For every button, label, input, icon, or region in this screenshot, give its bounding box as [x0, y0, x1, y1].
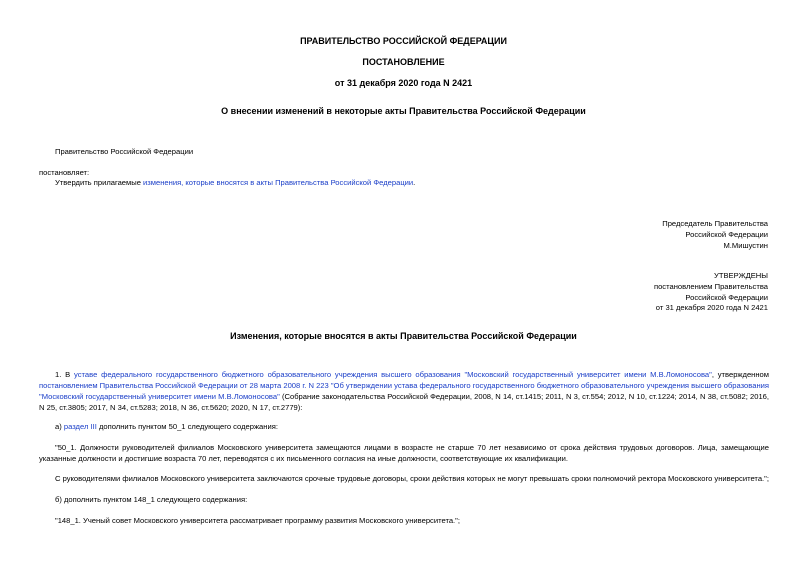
charter-link[interactable]: уставе федерального государственного бюджетного образовательного учреждения высшего образования "Московский государственный университет имени М.В.Ломоносова" — [74, 370, 712, 379]
paragraph-148-1: "148_1. Ученый совет Московского университета рассматривает программу развития Московского университета."; — [55, 516, 460, 525]
document-title: О внесении изменений в некоторые акты Правительства Российской Федерации — [221, 106, 586, 116]
approved-line-3: Российской Федерации — [685, 293, 768, 302]
preamble-prefix: Утвердить прилагаемые — [55, 178, 144, 187]
changes-link[interactable]: изменения, которые вносятся в акты Правительства Российской Федерации — [143, 178, 414, 187]
document-date-number: от 31 декабря 2020 года N 2421 — [334, 78, 473, 88]
section-iii-link[interactable]: раздел III — [63, 422, 97, 431]
paragraph-contracts: С руководителями филиалов Московского университета заключаются срочные трудовые договоры, сроки действия которых не могут превышать сроки полномочий ректора Московского университета."; — [55, 474, 769, 483]
signature-line-3: М.Мишустин — [723, 241, 768, 250]
item-1-paragraph — [39, 369, 769, 413]
preamble-suffix: . — [413, 178, 416, 187]
item-b-paragraph: б) дополнить пунктом 148_1 следующего содержания: — [55, 495, 248, 504]
item-1-mid: , утвержденном — [711, 370, 769, 379]
approved-line-1: УТВЕРЖДЕНЫ — [714, 271, 768, 280]
item-a-prefix: а) — [55, 422, 64, 431]
changes-title: Изменения, которые вносятся в акты Правительства Российской Федерации — [230, 331, 577, 341]
government-heading: ПРАВИТЕЛЬСТВО РОССИЙСКОЙ ФЕДЕРАЦИИ — [300, 36, 507, 46]
approved-line-4: от 31 декабря 2020 года N 2421 — [655, 303, 768, 312]
approved-line-2: постановлением Правительства — [653, 282, 768, 291]
document-type: ПОСТАНОВЛЕНИЕ — [362, 57, 445, 67]
item-a-paragraph — [55, 421, 278, 432]
item-1-suffix: (Собрание законодательства Российской Федерации, 2008, N 14, ст.1415; 2011, N 3, ст.554; 2012, N 10, ст.1224; 2014, N 38, ст.5082; 2016, N 25, ст.3805; 2017, N 34, ст.5283; 2018, N 36, ст.5620; 2020, N 17, ст.2779): — [39, 392, 770, 412]
paragraph-50-1: "50_1. Должности руководителей филиалов Московского университета замещаются лицами в возрасте не старше 70 лет независимо от срока действия трудовых договоров. Лица, замещающие указанные должности и достигшие возраста 70 лет, переводятся с их письменного согласия на иные должности, соответствующие их квалификации. — [39, 443, 769, 463]
preamble-line-3 — [55, 177, 415, 188]
signature-line-2: Российской Федерации — [685, 230, 768, 239]
resolution-link[interactable]: постановлением Правительства Российской Федерации от 28 марта 2008 г. N 223 "Об утверждении устава федерального государственного бюджетного образовательного учреждения высшего образования "Московский государственный университет имени М.В.Ломоносова" — [39, 381, 769, 401]
preamble-line-1: Правительство Российской Федерации — [55, 147, 194, 156]
preamble-line-2: постановляет: — [39, 168, 90, 177]
item-a-suffix: дополнить пунктом 50_1 следующего содержания: — [96, 422, 278, 431]
signature-line-1: Председатель Правительства — [662, 219, 768, 228]
item-1-prefix: 1. В — [55, 370, 75, 379]
